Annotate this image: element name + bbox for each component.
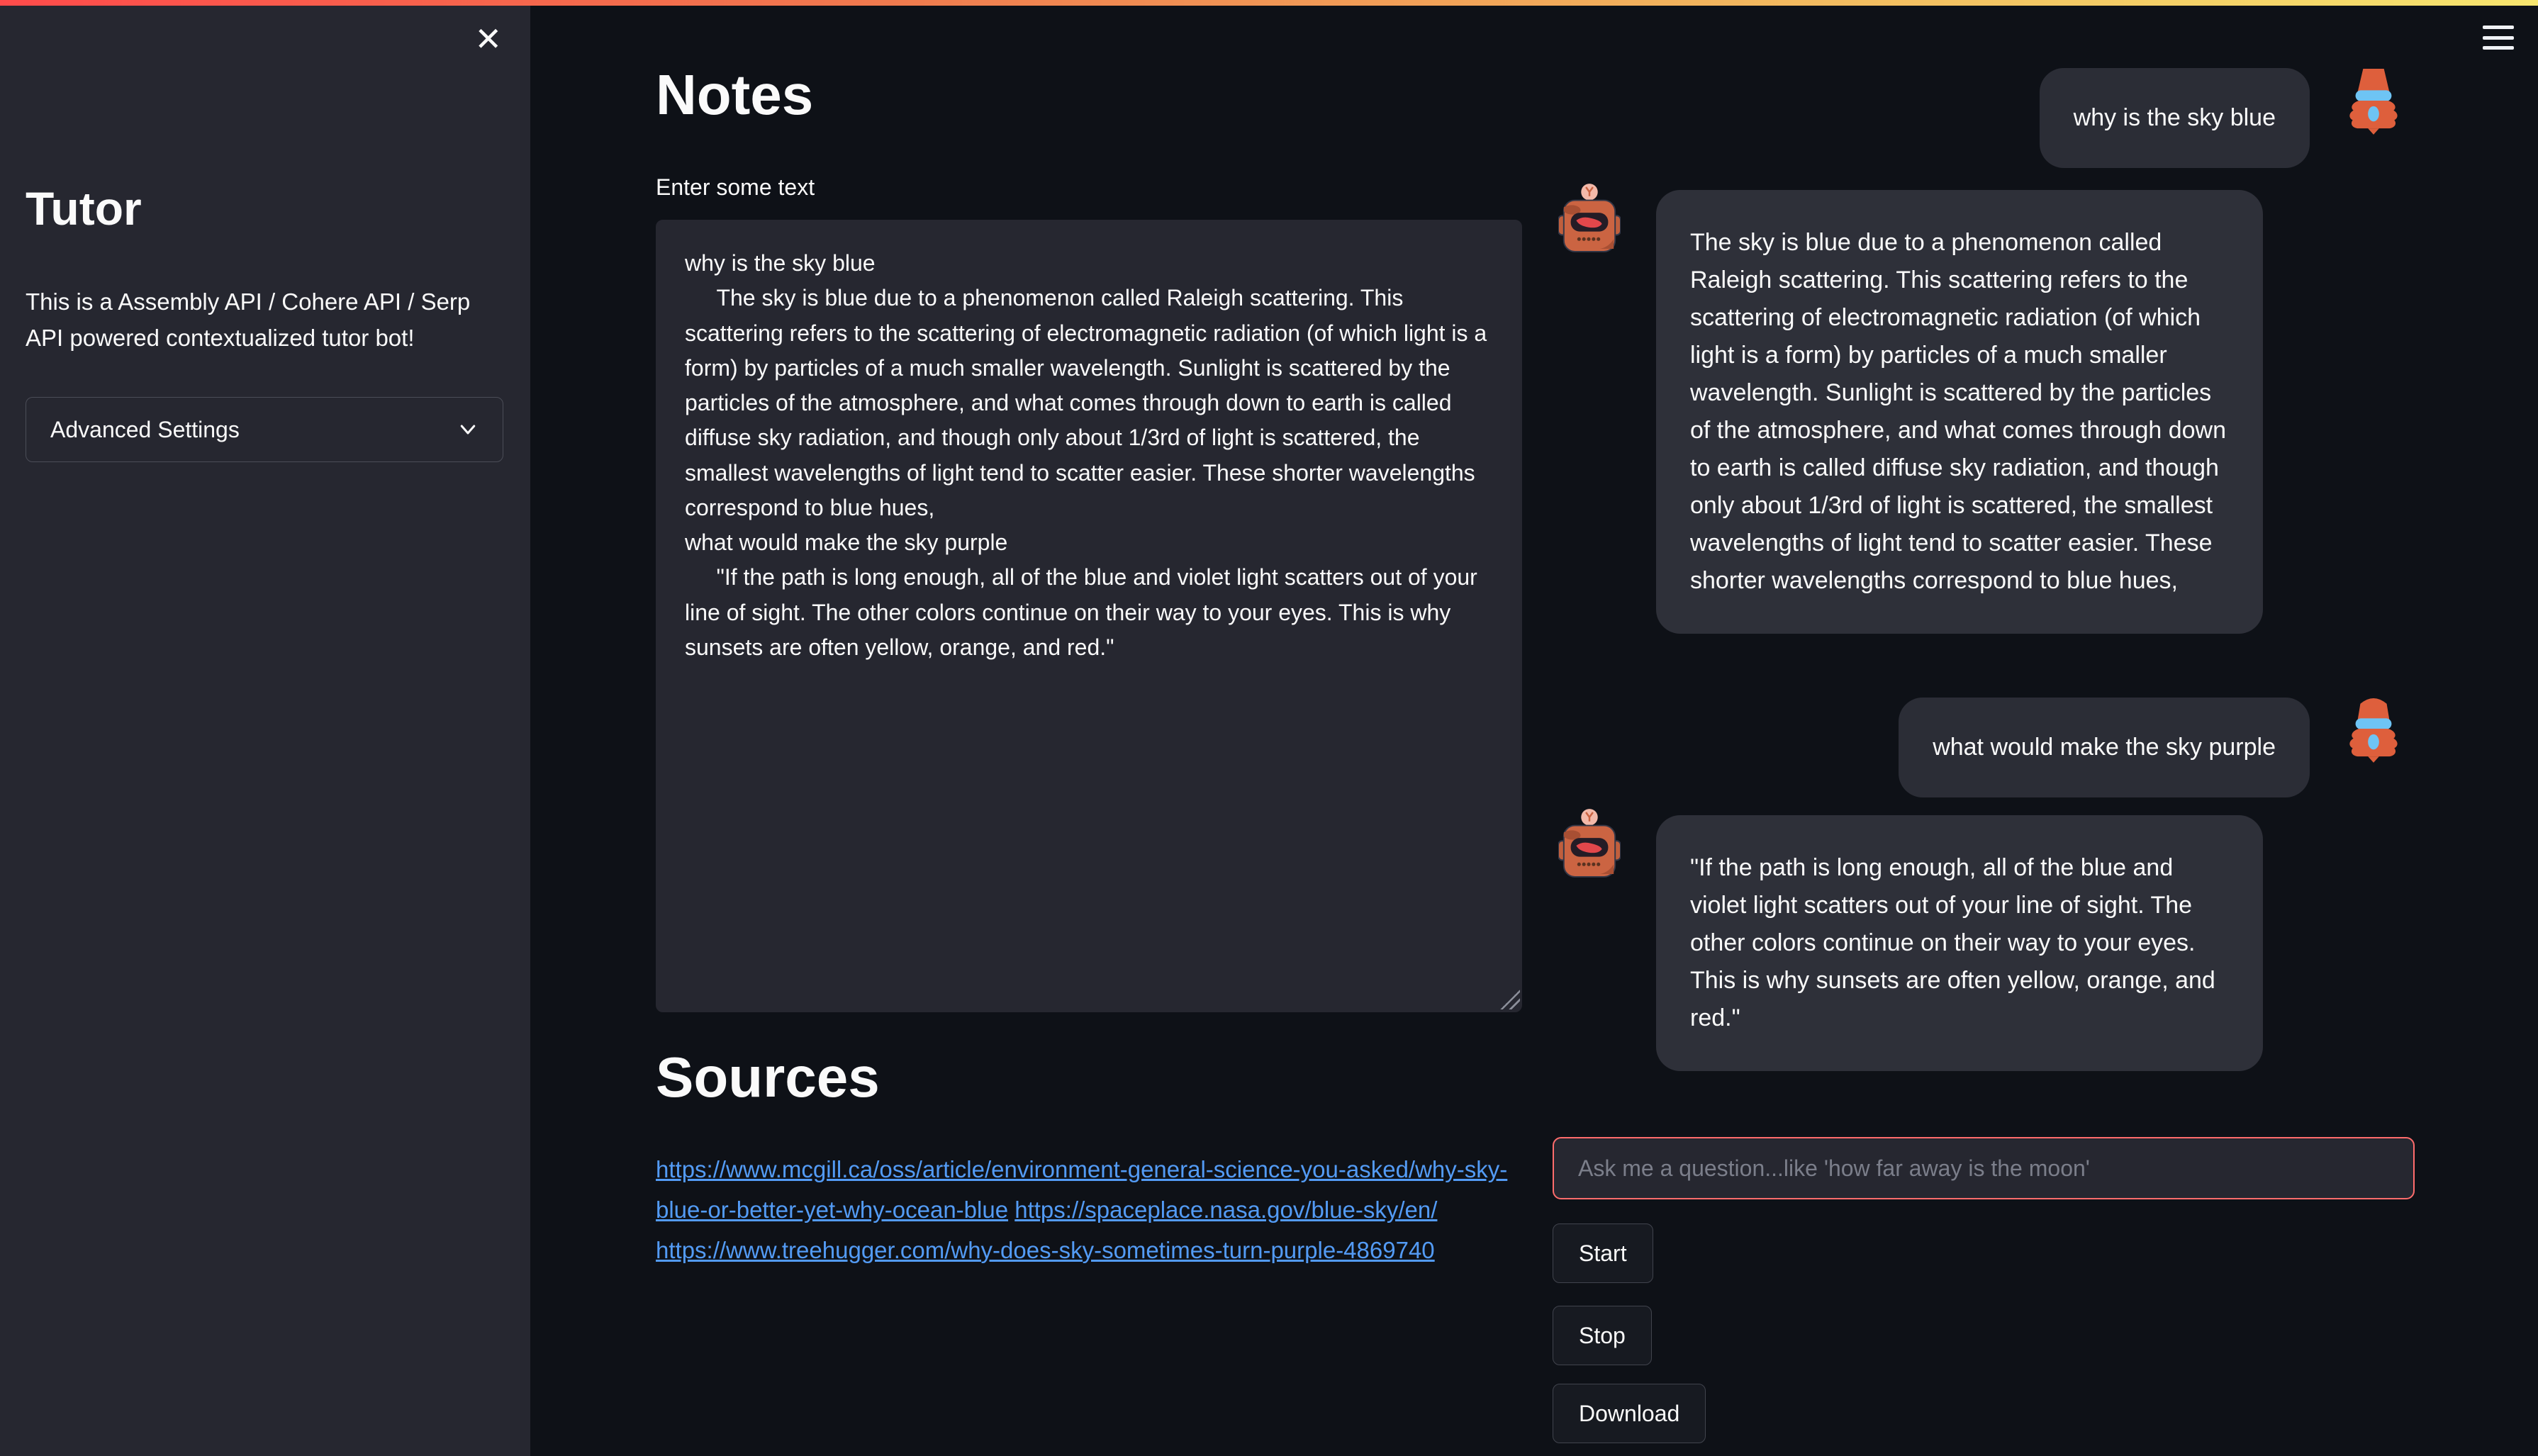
source-link-nasa[interactable]: https://spaceplace.nasa.gov/blue-sky/en/	[1014, 1196, 1438, 1223]
advanced-settings-label: Advanced Settings	[50, 416, 240, 442]
sidebar	[0, 6, 530, 1456]
download-button[interactable]: Download	[1553, 1384, 1706, 1443]
source-link-treehugger[interactable]: https://www.treehugger.com/why-does-sky-sometimes-turn-purple-4869740	[656, 1236, 1435, 1263]
bot-avatar-icon	[1558, 183, 1621, 254]
chat-user-message: what would make the sky purple	[1899, 698, 2310, 797]
advanced-settings-expander[interactable]	[26, 397, 503, 462]
menu-hamburger-icon[interactable]	[2483, 26, 2514, 50]
notes-heading: Notes	[656, 63, 814, 126]
chat-bot-message: The sky is blue due to a phenomenon called Raleigh scattering. This scattering refers to the scattering of electromagnetic radiation (of which light is a form) by particles of a much smaller wavelength. Sunlight is scattered by the particles of the atmosphere, and what comes through down to earth is called diffuse sky radiation, and though only about 1/3rd of light is scattered, the smallest wavelengths of light tend to scatter easier. These shorter wavelengths correspond to blue hues,	[1656, 190, 2263, 634]
top-decoration-bar	[0, 0, 2538, 6]
source-link-mcgill[interactable]: https://www.mcgill.ca/oss/article/environment-general-science-you-asked/why-sky-blue-or-better-yet-why-ocean-blue	[656, 1156, 1508, 1223]
sidebar-title: Tutor	[26, 182, 142, 235]
stop-button[interactable]: Stop	[1553, 1306, 1652, 1365]
chat-bot-message: "If the path is long enough, all of the blue and violet light scatters out of your line of sight. The other colors continue on their way to your eyes. This is why sunsets are often yellow, orange, and red."	[1656, 815, 2263, 1071]
bot-avatar-icon	[1558, 808, 1621, 879]
chevron-down-icon	[457, 419, 479, 440]
sidebar-close-icon[interactable]: ✕	[474, 21, 502, 57]
notes-input-label: Enter some text	[656, 174, 815, 200]
user-avatar-icon	[2342, 65, 2405, 136]
sources-links	[656, 1150, 1529, 1270]
textarea-resize-handle[interactable]	[1500, 990, 1520, 1009]
start-button[interactable]: Start	[1553, 1223, 1653, 1283]
chat-user-message: why is the sky blue	[2040, 68, 2310, 168]
sidebar-description: This is a Assembly API / Cohere API / Serp API powered contextualized tutor bot!	[26, 289, 471, 352]
notes-textarea[interactable]	[656, 220, 1522, 1012]
sources-heading: Sources	[656, 1046, 880, 1109]
question-input[interactable]	[1553, 1137, 2415, 1199]
user-avatar-icon	[2342, 693, 2405, 764]
